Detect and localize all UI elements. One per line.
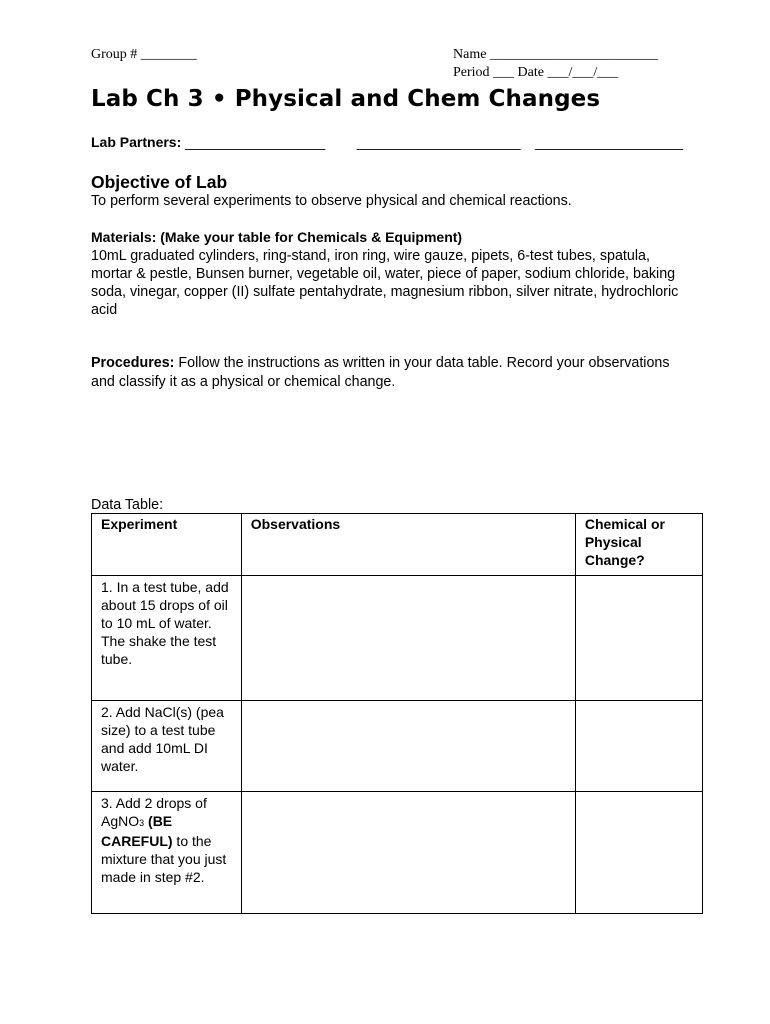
observations-cell[interactable] — [241, 701, 575, 792]
table-row — [92, 792, 703, 914]
lab-partners-text: Lab Partners: — [91, 134, 182, 150]
materials-text: 10mL graduated cylinders, ring-stand, iron ring, wire gauze, pipets, 6-test tubes, spatula, mortar & pestle, Bunsen burner, vegetable oil, water, piece of paper, sodium chloride, baking soda, vinegar, copper (II) sulfate pentahydrate, magnesium ribbon, silver nitrate, hydrochloric acid — [91, 248, 679, 318]
change-cell[interactable] — [575, 701, 702, 792]
observations-cell[interactable] — [241, 576, 575, 701]
materials-heading: Materials: (Make your table for Chemicals & Equipment) — [91, 229, 463, 245]
table-row — [92, 576, 703, 701]
experiment-text-post: to the mixture that you just made in step #2. — [101, 833, 227, 885]
objective-text: To perform several experiments to observe physical and chemical reactions. — [91, 193, 572, 209]
page-title: Lab Ch 3 • Physical and Chem Changes — [91, 86, 601, 112]
period-date-field: Period ___ Date ___/___/___ — [453, 65, 619, 80]
experiment-cell: 2. Add NaCl(s) (pea size) to a test tube and add 10mL DI water. — [92, 701, 242, 792]
careful-warning: (BE CAREFUL) — [101, 813, 173, 849]
lab-partner-blank-1: __________________ — [185, 134, 326, 150]
lab-partner-blank-2: _____________________ — [357, 134, 521, 150]
observations-cell[interactable] — [241, 792, 575, 914]
procedures-paragraph — [91, 354, 691, 391]
experiment-cell — [92, 792, 242, 914]
table-header-row — [92, 514, 703, 576]
table-row — [92, 701, 703, 792]
change-cell[interactable] — [575, 576, 702, 701]
procedures-label: Procedures: — [91, 355, 175, 371]
experiment-cell: 1. In a test tube, add about 15 drops of oil to 10 mL of water. The shake the test tube. — [92, 576, 242, 701]
header-change: Chemical or Physical Change? — [575, 514, 702, 576]
change-cell[interactable] — [575, 792, 702, 914]
header-experiment: Experiment — [92, 514, 242, 576]
subscript-3: 3 — [139, 818, 145, 828]
objective-heading: Objective of Lab — [91, 172, 228, 192]
data-table — [91, 513, 703, 914]
header-observations: Observations — [241, 514, 575, 576]
lab-partner-blank-3: ___________________ — [535, 134, 683, 150]
group-number-field: Group # ________ — [91, 47, 197, 62]
name-field: Name ________________________ — [453, 47, 658, 62]
data-table-label: Data Table: — [91, 497, 164, 513]
experiment-text-pre: 3. Add 2 drops of AgNO — [101, 795, 207, 829]
procedures-text: Follow the instructions as written in your data table. Record your observations and classify it as a physical or chemical change. — [91, 355, 670, 390]
lab-partners-label — [91, 134, 325, 150]
